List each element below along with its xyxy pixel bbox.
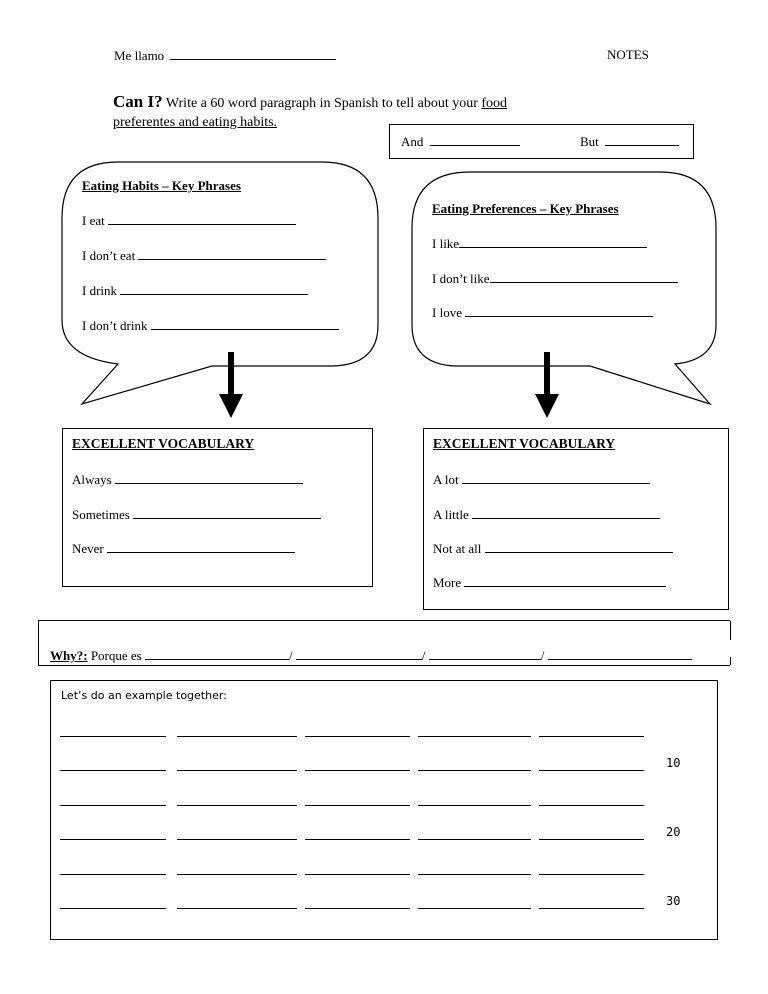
word-blank[interactable] (305, 805, 410, 806)
word-blank[interactable] (418, 736, 531, 737)
habits-item-label: I don’t eat (82, 248, 136, 263)
vocab-left-item (72, 540, 295, 557)
vocab-left-blank[interactable] (107, 540, 295, 553)
word-blank[interactable] (177, 839, 297, 840)
word-blank[interactable] (418, 805, 531, 806)
habits-item (82, 212, 296, 229)
word-blank[interactable] (305, 839, 410, 840)
vocab-box-left (62, 428, 373, 587)
word-blank[interactable] (418, 770, 531, 771)
prompt-food: food (481, 96, 508, 111)
word-blank[interactable] (418, 874, 531, 875)
example-box (50, 680, 718, 940)
word-blank[interactable] (539, 736, 644, 737)
why-box (38, 620, 730, 666)
vocab-right-blank[interactable] (464, 574, 666, 587)
habits-item-label: I don’t drink (82, 318, 148, 333)
habits-item (82, 247, 326, 264)
why-text: Porque es (90, 648, 142, 663)
habits-item (82, 317, 339, 334)
why-blank[interactable] (548, 647, 692, 660)
vocab-left-item (72, 471, 303, 488)
word-blank[interactable] (177, 908, 297, 909)
vocab-right-item (433, 506, 660, 523)
down-arrow-right-icon (535, 352, 559, 418)
why-blank[interactable] (429, 647, 541, 660)
example-title: Let’s do an example together: (61, 689, 227, 702)
and-label: And (401, 134, 424, 149)
preferences-blank[interactable] (490, 270, 678, 283)
down-arrow-left-icon (219, 352, 243, 418)
vocab-box-right (423, 428, 729, 610)
vocab-left-label: Always (72, 472, 112, 487)
word-blank[interactable] (60, 805, 166, 806)
word-count-30: 30 (666, 894, 681, 908)
vocab-right-blank[interactable] (462, 471, 650, 484)
notes-label: NOTES (607, 47, 649, 62)
preferences-title: Eating Preferences – Key Phrases (432, 201, 619, 216)
but-label: But (580, 134, 599, 149)
habits-blank[interactable] (120, 282, 308, 295)
prompt-text: Write a 60 word paragraph in Spanish to tell about your (165, 96, 478, 111)
vocab-right-label: Not at all (433, 541, 482, 556)
word-blank[interactable] (177, 736, 297, 737)
habits-blank[interactable] (108, 212, 296, 225)
word-blank[interactable] (539, 805, 644, 806)
word-blank[interactable] (177, 770, 297, 771)
word-blank[interactable] (305, 874, 410, 875)
preferences-blank[interactable] (459, 235, 647, 248)
preferences-item-label: I don’t like (432, 271, 490, 286)
word-blank[interactable] (177, 874, 297, 875)
word-blank[interactable] (60, 770, 166, 771)
why-blank[interactable] (145, 647, 289, 660)
habits-blank[interactable] (138, 247, 326, 260)
habits-blank[interactable] (151, 317, 339, 330)
vocab-left-label: Sometimes (72, 507, 130, 522)
habits-item-label: I eat (82, 213, 105, 228)
word-blank[interactable] (177, 805, 297, 806)
word-blank[interactable] (60, 874, 166, 875)
word-blank[interactable] (60, 908, 166, 909)
word-blank[interactable] (539, 770, 644, 771)
preferences-item (432, 304, 653, 321)
vocab-left-item (72, 506, 321, 523)
word-count-20: 20 (666, 825, 681, 839)
word-blank[interactable] (418, 839, 531, 840)
habits-content (82, 178, 362, 348)
vocab-right-label: More (433, 575, 462, 590)
why-label: Why?: (50, 648, 88, 663)
word-blank[interactable] (305, 770, 410, 771)
vocab-left-title: EXCELLENT VOCABULARY (72, 436, 255, 451)
word-blank[interactable] (418, 908, 531, 909)
preferences-item (432, 270, 678, 287)
vocab-right-item (433, 471, 650, 488)
preferences-item-label: I love (432, 305, 462, 320)
name-label: Me llamo (114, 48, 165, 63)
word-blank[interactable] (539, 908, 644, 909)
preferences-content (432, 201, 702, 331)
vocab-left-blank[interactable] (133, 506, 321, 519)
prompt-preferences: preferentes and eating habits. (113, 115, 278, 130)
vocab-right-item (433, 574, 666, 591)
preferences-blank[interactable] (465, 304, 653, 317)
habits-item-label: I drink (82, 283, 118, 298)
vocab-left-blank[interactable] (115, 471, 303, 484)
word-blank[interactable] (539, 839, 644, 840)
vocab-right-blank[interactable] (472, 506, 660, 519)
vocab-right-label: A lot (433, 472, 459, 487)
word-count-10: 10 (666, 756, 681, 770)
can-i-heading: Can I? (113, 92, 163, 111)
why-row: Why?: Porque es / / / (50, 647, 692, 664)
word-blank[interactable] (305, 908, 410, 909)
vocab-right-title: EXCELLENT VOCABULARY (433, 436, 616, 451)
word-blank[interactable] (60, 736, 166, 737)
word-blank[interactable] (60, 839, 166, 840)
habits-title: Eating Habits – Key Phrases (82, 178, 241, 193)
preferences-item (432, 235, 647, 252)
vocab-right-blank[interactable] (485, 540, 673, 553)
why-blank[interactable] (296, 647, 422, 660)
word-blank[interactable] (539, 874, 644, 875)
preferences-item-label: I like (432, 236, 460, 251)
vocab-right-label: A little (433, 507, 469, 522)
word-blank[interactable] (305, 736, 410, 737)
vocab-right-item (433, 540, 673, 557)
habits-item (82, 282, 308, 299)
vocab-left-label: Never (72, 541, 104, 556)
